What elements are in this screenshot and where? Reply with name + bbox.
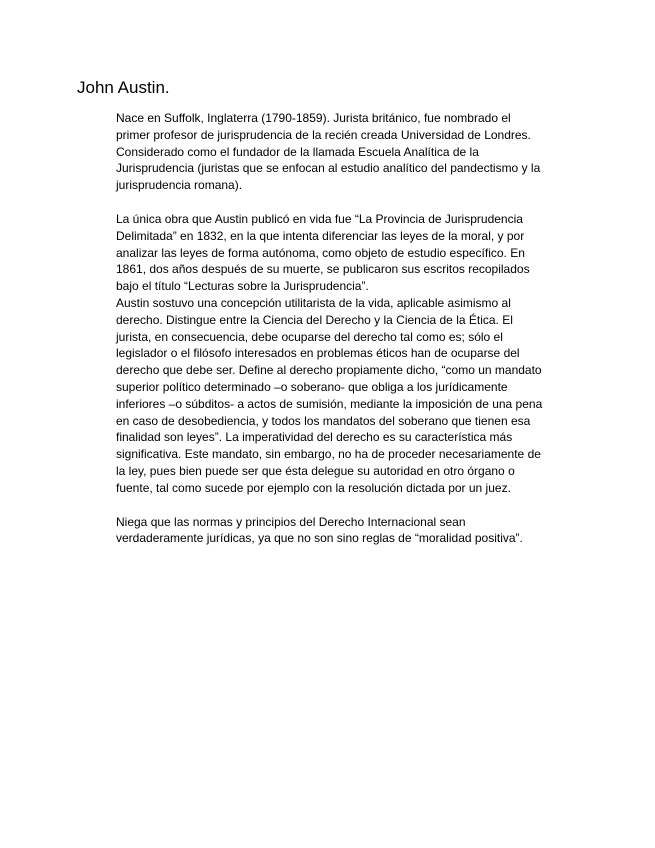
paragraph-biography xyxy=(116,110,586,194)
text-line: Considerado como el fundador de la llamada Escuela Analítica de la xyxy=(116,144,479,159)
text-line: la ley, pues bien puede ser que ésta delegue su autoridad en otro órgano o xyxy=(116,463,515,478)
paragraph-theory xyxy=(116,295,586,497)
text-line: derecho que debe ser. Define al derecho propiamente dicho, “como un mandato xyxy=(116,363,542,378)
text-line: en caso de desobediencia, y todos los mandatos del soberano que tienen esa xyxy=(116,413,531,428)
text-line: jurisprudencia romana). xyxy=(116,178,243,193)
text-line: Austin sostuvo una concepción utilitarista de la vida, aplicable asimismo al xyxy=(116,295,511,310)
document-title: John Austin. xyxy=(77,78,170,97)
text-line: 1861, dos años después de su muerte, se publicaron sus escritos recopilados xyxy=(116,262,530,277)
text-line: primer profesor de jurisprudencia de la recién creada Universidad de Londres. xyxy=(116,127,531,142)
text-line: La única obra que Austin publicó en vida fue “La Provincia de Jurisprudencia xyxy=(116,211,523,226)
text-line: fuente, tal como sucede por ejemplo con la resolución dictada por un juez. xyxy=(116,480,511,495)
text-line: legislador o el filósofo interesados en problemas éticos han de ocuparse del xyxy=(116,346,520,361)
text-line: derecho. Distingue entre la Ciencia del Derecho y la Ciencia de la Ética. El xyxy=(116,312,513,327)
text-line: Jurisprudencia (juristas que se enfocan al estudio analítico del pandectismo y la xyxy=(116,161,541,176)
paragraph-spacer xyxy=(116,194,586,211)
text-line: inferiores –o súbditos- a actos de sumisión, mediante la imposición de una pena xyxy=(116,396,543,411)
text-line: finalidad son leyes”. La imperatividad del derecho es su característica más xyxy=(116,430,513,445)
text-line: Nace en Suffolk, Inglaterra (1790-1859). Jurista británico, fue nombrado el xyxy=(116,111,511,125)
text-line: bajo el título “Lecturas sobre la Jurisprudencia”. xyxy=(116,279,369,294)
document-body xyxy=(116,110,586,547)
text-line: verdaderamente jurídicas, ya que no son sino reglas de “moralidad positiva”. xyxy=(116,531,523,546)
text-line: Delimitada” en 1832, en la que intenta diferenciar las leyes de la moral, y por xyxy=(116,228,525,243)
text-line: superior político determinado –o soberano- que obliga a los jurídicamente xyxy=(116,379,508,394)
text-line: significativa. Este mandato, sin embargo, no ha de proceder necesariamente de xyxy=(116,447,541,462)
paragraph-international-law xyxy=(116,514,586,548)
paragraph-works xyxy=(116,211,586,295)
text-line: jurista, en consecuencia, debe ocuparse del derecho tal como es; sólo el xyxy=(116,329,503,344)
paragraph-spacer xyxy=(116,497,586,514)
text-line: analizar las leyes de forma autónoma, como objeto de estudio específico. En xyxy=(116,245,525,260)
text-line: Niega que las normas y principios del Derecho Internacional sean xyxy=(116,514,466,529)
